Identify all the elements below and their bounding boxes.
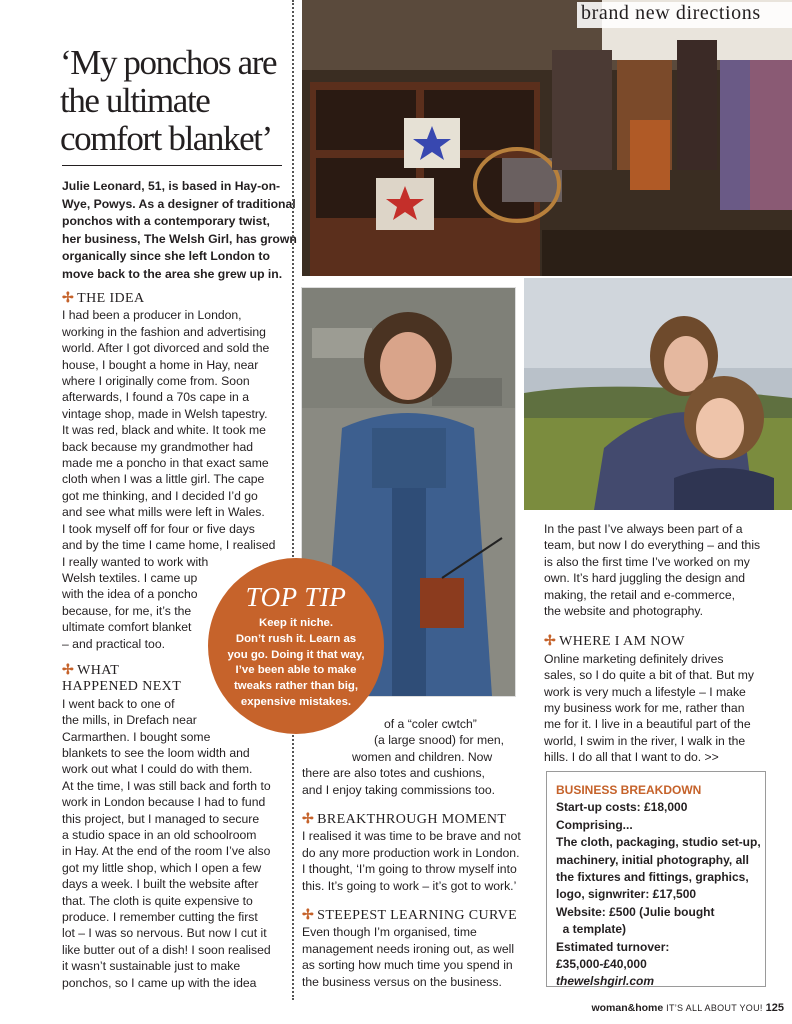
section-heading-the-idea bbox=[62, 291, 290, 307]
body-line: I had been a producer in London, bbox=[62, 308, 242, 323]
standfirst-line: her business, The Welsh Girl, has grown bbox=[62, 231, 297, 246]
standfirst-line: organically since she left London to bbox=[62, 249, 270, 264]
top-tip-line: Keep it niche. bbox=[258, 617, 334, 629]
top-tip-line: expensive mistakes. bbox=[240, 695, 352, 708]
body-line: blankets to see the loom width and bbox=[62, 745, 250, 760]
body-line: world. After I got divorced and sold the bbox=[62, 341, 270, 356]
top-tip-title: TOP TIP bbox=[245, 582, 347, 612]
body-line: with the idea of a poncho bbox=[62, 587, 198, 602]
shop-interior-illustration bbox=[302, 0, 792, 276]
website-link[interactable]: thewelshgirl.com bbox=[556, 974, 655, 989]
body-line: Online marketing definitely drives bbox=[544, 651, 724, 666]
body-line: I thought, ‘I’m going to throw myself into bbox=[302, 862, 517, 877]
body-line: – and practical too. bbox=[62, 636, 165, 651]
body-line: that. The cloth is quite expensive to bbox=[62, 893, 253, 908]
body-line: do any more production work in London. bbox=[302, 845, 520, 860]
page-number: 125 bbox=[765, 1002, 784, 1014]
body-line: got me thinking, and I decided I’d go bbox=[62, 488, 258, 503]
body-line: the website and photography. bbox=[544, 604, 704, 619]
body-line: hills. I do all that I want to do. >> bbox=[544, 750, 719, 765]
breakdown-line: Comprising... bbox=[556, 817, 633, 832]
body-line: there are also totes and cushions, bbox=[302, 766, 485, 781]
body-line: got my little shop, which I open a few bbox=[62, 860, 262, 875]
body-line: Carmarthen. I bought some bbox=[62, 729, 211, 744]
body-line: lot – I was so nervous. But now I cut it bbox=[62, 926, 267, 941]
magazine-tagline: IT’S ALL ABOUT YOU! bbox=[666, 1003, 763, 1013]
standfirst bbox=[62, 178, 297, 284]
body-line: made me a poncho in that exact same bbox=[62, 456, 269, 471]
section-heading-breakthrough bbox=[302, 812, 527, 828]
heading-text: THE IDEA bbox=[77, 291, 145, 306]
standfirst-line: ponchos with a contemporary twist, bbox=[62, 214, 270, 229]
body-line: ponchos, so I came up with the idea bbox=[62, 975, 257, 990]
body-line: Even though I’m organised, time bbox=[302, 925, 477, 940]
breakdown-line: The cloth, packaging, studio set-up, bbox=[556, 835, 761, 850]
body-line: I took myself off for four or five days bbox=[62, 521, 255, 536]
cross-icon: ✢ bbox=[302, 812, 315, 828]
heading-text: BREAKTHROUGH MOMENT bbox=[317, 812, 507, 828]
body-line: as sorting how much time you spend in bbox=[302, 958, 513, 973]
body-line: At the time, I was still back and forth to bbox=[62, 778, 271, 793]
body-line: In the past I’ve always been part of a bbox=[544, 522, 743, 536]
body-line: because, for me, it’s the bbox=[62, 603, 192, 618]
body-line: like butter out of a dish! I soon realised bbox=[62, 942, 271, 957]
breakdown-line: the fixtures and fittings, graphics, bbox=[556, 870, 749, 885]
heading-text: WHAT bbox=[77, 662, 120, 678]
body-line: world, I swim in the river, I walk in the bbox=[544, 733, 746, 748]
cross-icon: ✢ bbox=[62, 291, 75, 306]
cross-icon: ✢ bbox=[544, 634, 557, 650]
body-line: this project, but I managed to secure bbox=[62, 811, 260, 826]
body-line: sales, so I do quite a bit of that. But my bbox=[544, 668, 755, 683]
shop-interior-photo bbox=[302, 0, 792, 276]
body-line: cloth when I was a little girl. The cape bbox=[62, 472, 265, 487]
top-tip-line: Don’t rush it. Learn as bbox=[235, 632, 357, 645]
body-line: in Hay. At the end of the room I’ve also bbox=[62, 844, 271, 859]
cross-icon: ✢ bbox=[62, 662, 75, 678]
body-line: and see what mills were left in Wales. bbox=[62, 505, 265, 520]
breakdown-line: Estimated turnover: bbox=[556, 939, 670, 954]
business-breakdown-title: BUSINESS BREAKDOWN bbox=[556, 783, 702, 797]
standfirst-line: move back to the area she grew up in. bbox=[62, 266, 283, 281]
body-line: work is very much a lifestyle – I make bbox=[544, 684, 746, 699]
top-tip-line: tweaks rather than big, bbox=[233, 680, 359, 693]
body-line: team, but now I do everything – and this bbox=[544, 538, 761, 553]
breakdown-line: machinery, initial photography, all bbox=[556, 852, 749, 867]
headline bbox=[60, 44, 290, 158]
body-line: ultimate comfort blanket bbox=[62, 620, 192, 635]
body-line: the business versus on the business. bbox=[302, 974, 502, 989]
body-line: It was red, black and white. It took me bbox=[62, 423, 266, 438]
business-breakdown-box bbox=[546, 771, 766, 987]
body-line: is also the first time I’ve worked on my bbox=[544, 554, 750, 569]
body-line: produce. I remember cutting the first bbox=[62, 910, 258, 925]
body-line: it wasn’t sustainable just to make bbox=[62, 959, 241, 974]
section-heading-steepest-learning-curve bbox=[302, 908, 527, 924]
breakdown-line: Website: £500 (Julie bought bbox=[556, 904, 715, 919]
heading-text: WHERE I AM NOW bbox=[559, 634, 685, 650]
body-line: vintage shop, made in Welsh tapestry. bbox=[62, 406, 268, 421]
body-line: afterwards, I found a 70s cape in a bbox=[62, 390, 249, 405]
top-tip-line: you go. Doing it that way, bbox=[227, 648, 365, 661]
body-line: days a week. I built the website after bbox=[62, 877, 259, 892]
headline-line: the ultimate bbox=[60, 81, 210, 120]
headline-line: comfort blanket’ bbox=[60, 119, 272, 158]
body-line: I realised it was time to be brave and not bbox=[302, 829, 521, 844]
column-divider bbox=[292, 0, 294, 1000]
body-line: women and children. Now bbox=[352, 749, 493, 764]
body-line: work in London because I had to fund bbox=[62, 795, 266, 810]
body-line: me for it. I live in a beautiful part of the bbox=[544, 717, 751, 732]
body-line: working in the fashion and advertising bbox=[62, 324, 266, 339]
body-line: of a “coler cwtch” bbox=[384, 717, 477, 731]
breakdown-line: £35,000-£40,000 bbox=[556, 957, 647, 972]
section-heading-what-happened-next-line-2: HAPPENED NEXT bbox=[62, 679, 182, 695]
cross-icon: ✢ bbox=[302, 908, 315, 924]
top-tip-line: I’ve been able to make bbox=[235, 664, 357, 677]
body-line: Welsh textiles. I came up bbox=[62, 570, 198, 585]
headline-line: ‘My ponchos are bbox=[60, 43, 277, 82]
body-line: house, I bought a home in Hay, near bbox=[62, 357, 259, 372]
standfirst-line: Wye, Powys. As a designer of traditional bbox=[62, 196, 296, 211]
body-line: a studio space in an old schoolroom bbox=[62, 828, 257, 842]
top-tip-body bbox=[208, 616, 384, 711]
body-line: this. It’s going to work – it’s got to work.’ bbox=[302, 878, 517, 893]
breakdown-line: logo, signwriter: £17,500 bbox=[556, 887, 697, 902]
magazine-brand: woman&home bbox=[591, 1002, 664, 1014]
body-line: my business work for me, rather than bbox=[544, 701, 745, 716]
breakdown-line: Start-up costs: £18,000 bbox=[556, 800, 688, 815]
body-line: the mills, in Drefach near bbox=[62, 713, 197, 728]
body-line: own. It’s hard juggling the design and bbox=[544, 571, 746, 586]
body-line: management needs ironing out, as well bbox=[302, 941, 515, 956]
section-label: brand new directions bbox=[581, 2, 761, 24]
section-heading-where-i-am-now bbox=[544, 634, 784, 650]
page-footer bbox=[591, 1002, 784, 1014]
body-line: I really wanted to work with bbox=[62, 554, 209, 569]
column-two bbox=[302, 716, 527, 990]
body-line: and I enjoy taking commissions too. bbox=[302, 782, 496, 797]
daughters-illustration bbox=[524, 278, 792, 510]
top-tip-callout bbox=[208, 558, 384, 734]
body-line: and by the time I came home, I realised bbox=[62, 538, 276, 553]
heading-text: STEEPEST LEARNING CURVE bbox=[317, 908, 518, 924]
body-line: I went back to one of bbox=[62, 696, 175, 711]
body-line: making, the retail and e-commerce, bbox=[544, 587, 736, 602]
daughters-photo bbox=[524, 278, 792, 510]
headline-divider bbox=[62, 165, 282, 166]
body-line: back because my grandmother had bbox=[62, 439, 254, 454]
body-line: where I originally come from. Soon bbox=[62, 374, 250, 389]
body-line: work out what I could do with them. bbox=[62, 762, 253, 777]
standfirst-line: Julie Leonard, 51, is based in Hay-on- bbox=[62, 179, 281, 193]
body-line: (a large snood) for men, bbox=[374, 733, 505, 748]
breakdown-line: a template) bbox=[556, 922, 627, 937]
column-three bbox=[544, 521, 784, 766]
